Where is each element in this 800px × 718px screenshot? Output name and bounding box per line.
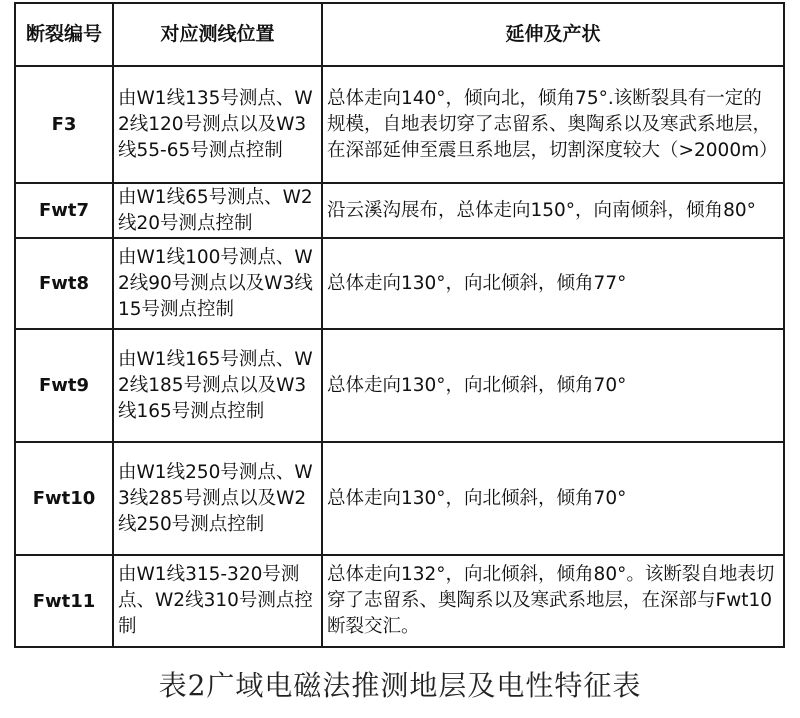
fault-id-cell: F3 (15, 66, 113, 183)
survey-position-cell: 由W1线65号测点、W2线20号测点控制 (113, 183, 322, 238)
survey-position-cell: 由W1线100号测点、W2线90号测点以及W3线15号测点控制 (113, 238, 322, 329)
header-row (15, 3, 784, 66)
extension-cell: 总体走向130°，向北倾斜，倾角77° (322, 238, 784, 329)
table-caption: 表2广域电磁法推测地层及电性特征表 (158, 669, 642, 702)
table-row (15, 329, 784, 442)
header-extension-attitude: 延伸及产状 (322, 3, 784, 66)
table-row (15, 238, 784, 329)
fault-table (14, 2, 785, 648)
fault-id-cell: Fwt9 (15, 329, 113, 442)
fault-id-cell: Fwt8 (15, 238, 113, 329)
extension-cell: 总体走向140°，倾向北，倾角75°.该断裂具有一定的规模，自地表切穿了志留系、奥陶系以及寒武系地层，在深部延伸至震旦系地层，切割深度较大（>2000m） (322, 66, 784, 183)
table-body (15, 66, 784, 647)
table-row (15, 66, 784, 183)
fault-id-cell: Fwt10 (15, 442, 113, 555)
extension-cell: 总体走向130°，向北倾斜，倾角70° (322, 329, 784, 442)
extension-cell: 总体走向132°，向北倾斜，倾角80°。该断裂自地表切穿了志留系、奥陶系以及寒武系地层，在深部与Fwt10断裂交汇。 (322, 555, 784, 647)
header-survey-position: 对应测线位置 (113, 3, 322, 66)
survey-position-cell: 由W1线165号测点、W2线185号测点以及W3线165号测点控制 (113, 329, 322, 442)
survey-position-cell: 由W1线250号测点、W3线285号测点以及W2线250号测点控制 (113, 442, 322, 555)
header-fault-id: 断裂编号 (15, 3, 113, 66)
survey-position-cell: 由W1线135号测点、W2线120号测点以及W3线55-65号测点控制 (113, 66, 322, 183)
table-header (15, 3, 784, 66)
table-row (15, 442, 784, 555)
survey-position-cell: 由W1线315-320号测点、W2线310号测点控制 (113, 555, 322, 647)
extension-cell: 总体走向130°，向北倾斜，倾角70° (322, 442, 784, 555)
extension-cell: 沿云溪沟展布，总体走向150°，向南倾斜，倾角80° (322, 183, 784, 238)
table-row (15, 183, 784, 238)
fault-id-cell: Fwt11 (15, 555, 113, 647)
table-row (15, 555, 784, 647)
fault-id-cell: Fwt7 (15, 183, 113, 238)
